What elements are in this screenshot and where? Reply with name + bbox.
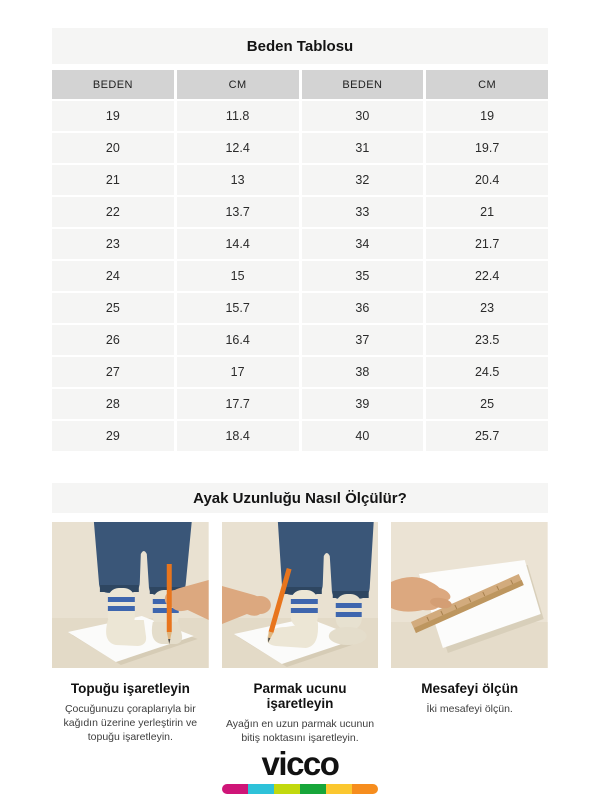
size-table <box>52 70 548 451</box>
table-cell: 20 <box>52 133 174 163</box>
step-title: Topuğu işaretleyin <box>70 681 190 696</box>
column-header-beden-left: BEDEN <box>52 70 174 99</box>
table-cell: 29 <box>52 421 174 451</box>
table-cell: 17.7 <box>177 389 299 419</box>
step-caption-measure <box>391 681 548 745</box>
table-cell: 13 <box>177 165 299 195</box>
table-cell: 22 <box>52 197 174 227</box>
table-cell: 16.4 <box>177 325 299 355</box>
table-cell: 25.7 <box>426 421 548 451</box>
color-bar-segment <box>248 784 274 794</box>
column-header-cm-left: CM <box>177 70 299 99</box>
table-cell: 15.7 <box>177 293 299 323</box>
table-cell: 27 <box>52 357 174 387</box>
toe-marking-illustration <box>222 522 379 668</box>
table-cell: 39 <box>302 389 424 419</box>
table-cell: 17 <box>177 357 299 387</box>
table-cell: 38 <box>302 357 424 387</box>
step-caption-heel <box>52 681 209 745</box>
brand-logo <box>0 745 600 794</box>
table-cell: 19.7 <box>426 133 548 163</box>
table-cell: 30 <box>302 101 424 131</box>
table-cell: 21 <box>426 197 548 227</box>
table-cell: 37 <box>302 325 424 355</box>
color-bar-segment <box>326 784 352 794</box>
toe-marking-photo <box>222 522 379 668</box>
color-bar-segment <box>274 784 300 794</box>
table-cell: 35 <box>302 261 424 291</box>
size-table-header-bar <box>52 28 548 64</box>
measure-step-photos <box>52 522 548 668</box>
table-cell: 18.4 <box>177 421 299 451</box>
ruler-measure-photo <box>391 522 548 668</box>
table-cell: 25 <box>52 293 174 323</box>
table-cell: 25 <box>426 389 548 419</box>
measure-section-header-bar <box>52 483 548 513</box>
brand-color-bar <box>222 784 378 794</box>
step-description: Çocuğunuzu çoraplarıyla bir kağıdın üzerine yerleştirin ve topuğu işaretleyin. <box>63 703 198 744</box>
table-cell: 28 <box>52 389 174 419</box>
table-cell: 19 <box>426 101 548 131</box>
step-title: Mesafeyi ölçün <box>421 681 519 696</box>
table-cell: 20.4 <box>426 165 548 195</box>
table-cell: 26 <box>52 325 174 355</box>
table-cell: 21 <box>52 165 174 195</box>
heel-marking-illustration <box>52 522 209 668</box>
table-cell: 24.5 <box>426 357 548 387</box>
table-cell: 23.5 <box>426 325 548 355</box>
table-cell: 21.7 <box>426 229 548 259</box>
table-cell: 15 <box>177 261 299 291</box>
color-bar-segment <box>222 784 248 794</box>
column-header-cm-right: CM <box>426 70 548 99</box>
ruler-measure-illustration <box>391 522 548 668</box>
step-title: Parmak ucunu işaretleyin <box>253 681 347 711</box>
color-bar-segment <box>300 784 326 794</box>
step-description: İki mesafeyi ölçün. <box>426 703 513 715</box>
brand-logo-text: vicco <box>261 745 339 782</box>
table-cell: 23 <box>52 229 174 259</box>
table-cell: 31 <box>302 133 424 163</box>
table-cell: 40 <box>302 421 424 451</box>
table-cell: 23 <box>426 293 548 323</box>
step-caption-toe <box>222 681 379 745</box>
step-description: Ayağın en uzun parmak ucunun bitiş noktasını işaretleyin. <box>225 718 375 745</box>
table-cell: 12.4 <box>177 133 299 163</box>
heel-marking-photo <box>52 522 209 668</box>
table-cell: 11.8 <box>177 101 299 131</box>
size-table-title: Beden Tablosu <box>246 37 354 55</box>
table-cell: 14.4 <box>177 229 299 259</box>
table-cell: 36 <box>302 293 424 323</box>
table-cell: 13.7 <box>177 197 299 227</box>
table-cell: 34 <box>302 229 424 259</box>
table-cell: 33 <box>302 197 424 227</box>
table-cell: 32 <box>302 165 424 195</box>
color-bar-segment <box>352 784 378 794</box>
table-cell: 19 <box>52 101 174 131</box>
column-header-beden-right: BEDEN <box>302 70 424 99</box>
table-cell: 22.4 <box>426 261 548 291</box>
measure-step-captions <box>52 681 548 745</box>
table-cell: 24 <box>52 261 174 291</box>
measure-section-title: Ayak Uzunluğu Nasıl Ölçülür? <box>193 489 407 507</box>
